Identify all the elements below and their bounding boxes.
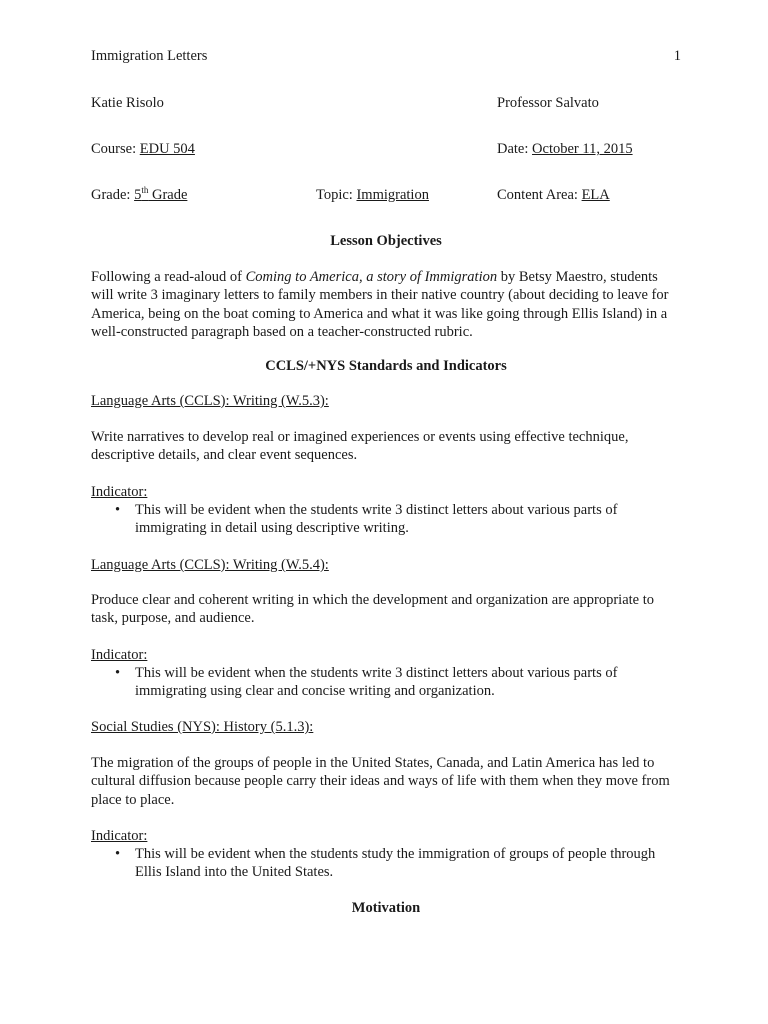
standard-title: Social Studies (NYS): History (5.1.3): (91, 719, 314, 735)
professor-name: Professor Salvato (497, 95, 599, 111)
standard-title: Language Arts (CCLS): Writing (W.5.4): (91, 557, 329, 573)
standard-description: Write narratives to develop real or imagined experiences or events using effective technique, descriptive details, and clear event sequences. (91, 429, 629, 464)
grade-field (91, 186, 187, 204)
grade-suffix: th (141, 185, 149, 196)
standards-heading: CCLS/+NYS Standards and Indicators (265, 358, 507, 374)
bullet-icon: • (115, 665, 121, 681)
grade-value (134, 187, 187, 203)
standard-description: Produce clear and coherent writing in which the development and organization are appropriate to task, purpose, and audience. (91, 592, 655, 627)
content-area-label: Content Area: (497, 187, 582, 203)
objectives-text-before: Following a read-aloud of (91, 269, 246, 285)
content-area-value: ELA (581, 187, 610, 203)
topic-value: Immigration (356, 187, 429, 203)
indicator-label: Indicator: (91, 647, 148, 663)
grade-word: Grade (148, 187, 188, 203)
bullet-icon: • (115, 846, 121, 862)
content-area-field (497, 186, 610, 204)
topic-label: Topic: (316, 187, 357, 203)
course-field (91, 140, 195, 158)
book-title: Coming to America, a story of Immigration (245, 269, 498, 285)
author-name: Katie Risolo (91, 95, 164, 111)
course-value: EDU 504 (139, 141, 195, 157)
objectives-text-after: by Betsy Maestro, students will write 3 imaginary letters to family members in their native country (about deciding to leave for America, being on the boat coming to America and what it was like going through Ellis Island) in a well-constructed paragraph based on a teacher-constructed rubric. (91, 269, 669, 340)
grade-number: 5 (134, 187, 142, 203)
objectives-heading: Lesson Objectives (330, 233, 442, 249)
standard-description: The migration of the groups of people in the United States, Canada, and Latin America has led to cultural diffusion because people carry their ideas and ways of life with them when they move from place to place. (91, 755, 670, 808)
indicator-text: This will be evident when the students study the immigration of groups of people through Ellis Island into the United States. (135, 846, 656, 881)
indicator-text: This will be evident when the students write 3 distinct letters about various parts of immigrating in detail using descriptive writing. (135, 502, 618, 537)
bullet-icon: • (115, 502, 121, 518)
topic-field (316, 186, 429, 204)
motivation-heading: Motivation (351, 900, 421, 916)
running-head: Immigration Letters (91, 48, 208, 64)
indicator-text: This will be evident when the students write 3 distinct letters about various parts of immigrating using clear and concise writing and organization. (135, 665, 618, 700)
course-label: Course: (91, 141, 140, 157)
indicator-label: Indicator: (91, 484, 148, 500)
date-field (497, 140, 633, 158)
objectives-paragraph (91, 268, 681, 341)
standard-title: Language Arts (CCLS): Writing (W.5.3): (91, 393, 329, 409)
page-number: 1 (673, 48, 681, 64)
date-value: October 11, 2015 (532, 141, 633, 157)
date-label: Date: (497, 141, 533, 157)
indicator-label: Indicator: (91, 828, 148, 844)
grade-label: Grade: (91, 187, 135, 203)
